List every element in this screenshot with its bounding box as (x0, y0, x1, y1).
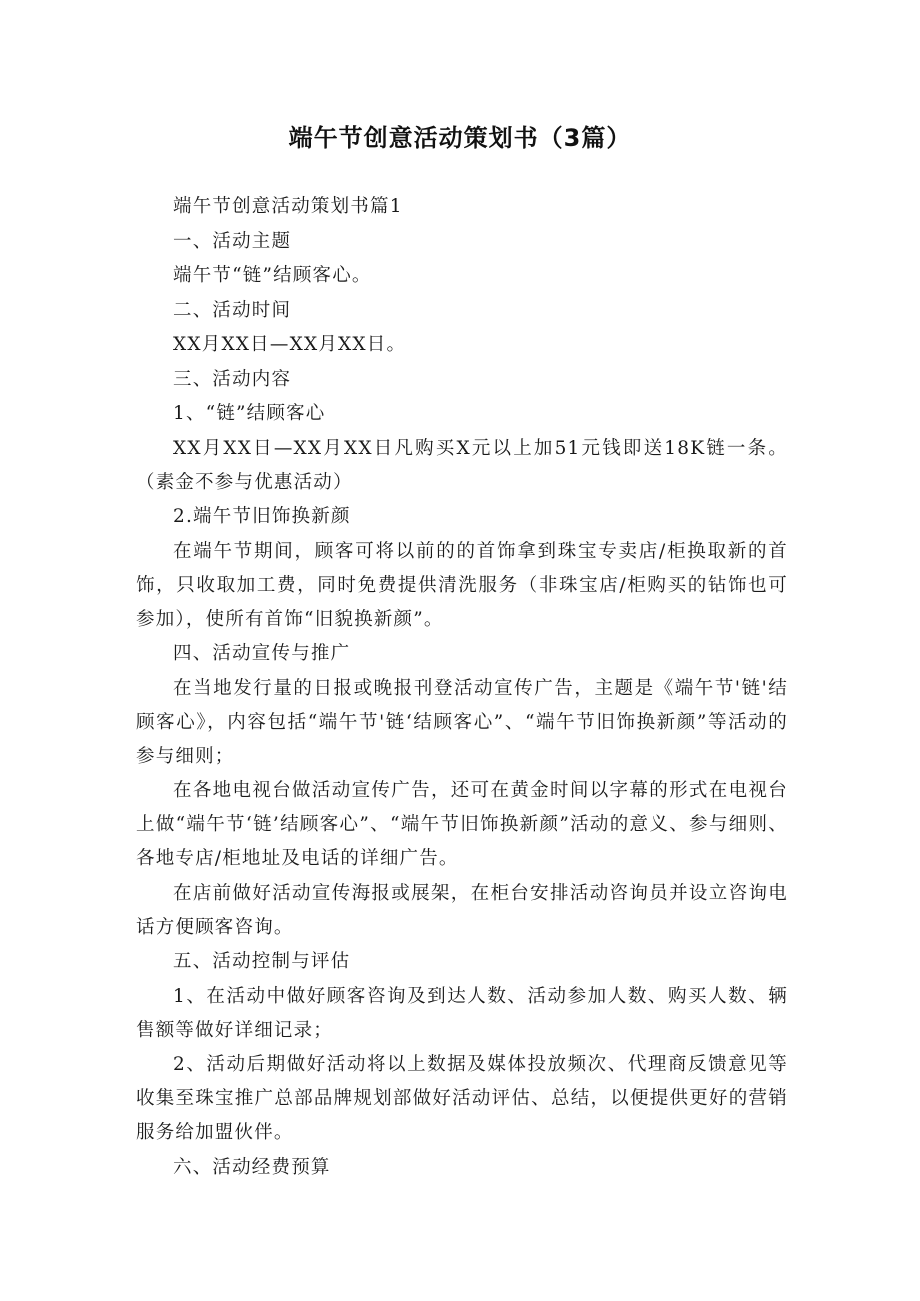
paragraph: 在各地电视台做活动宣传广告，还可在黄金时间以字幕的形式在电视台上做“端午节‘链’结顾客心”、“端午节旧饰换新颜”活动的意义、参与细则、各地专店/柜地址及电话的详细广告。 (136, 780, 788, 869)
paragraph: XX月XX日—XX月XX日凡购买X元以上加51元钱即送18K链一条。（素金不参与优惠活动） (136, 437, 788, 493)
section-heading: 五、活动控制与评估 (173, 951, 351, 972)
paragraph: XX月XX日—XX月XX日。 (173, 334, 407, 355)
section-heading: 一、活动主题 (173, 230, 292, 252)
subsection-heading: 1、“链”结顾客心 (173, 403, 326, 424)
section-heading: 三、活动内容 (173, 368, 292, 390)
section-heading: 二、活动时间 (173, 299, 292, 321)
section-heading: 端午节创意活动策划书篇1 (173, 196, 403, 217)
paragraph: 1、在活动中做好顾客咨询及到达人数、活动参加人数、购买人数、辆售额等做好详细记录； (136, 985, 788, 1041)
paragraph: 2、活动后期做好活动将以上数据及媒体投放频次、代理商反馈意见等收集至珠宝推广总部品牌规划部做好活动评估、总结，以便提供更好的营销服务给加盟伙伴。 (136, 1054, 788, 1143)
paragraph: 在店前做好活动宣传海报或展架，在柜台安排活动咨询员并设立咨询电话方便顾客咨询。 (136, 882, 788, 938)
paragraph: 端午节“链”结顾客心。 (173, 265, 372, 286)
subsection-heading: 2.端午节旧饰换新颜 (173, 506, 351, 527)
section-heading: 六、活动经费预算 (173, 1156, 331, 1178)
document-title: 端午节创意活动策划书（3篇） (288, 124, 632, 152)
paragraph: 在当地发行量的日报或晚报刊登活动宣传广告，主题是《端午节'链'结顾客心》，内容包括“端午节'链‘结顾客心”、“端午节旧饰换新颜”等活动的参与细则； (136, 677, 788, 767)
document-body (136, 190, 788, 1185)
section-heading: 四、活动宣传与推广 (173, 643, 351, 664)
paragraph: 在端午节期间，顾客可将以前的的首饰拿到珠宝专卖店/柜换取新的首饰，只收取加工费，同时免费提供清洗服务（非珠宝店/柜购买的钻饰也可参加），使所有首饰“旧貌换新颜”。 (136, 540, 788, 630)
